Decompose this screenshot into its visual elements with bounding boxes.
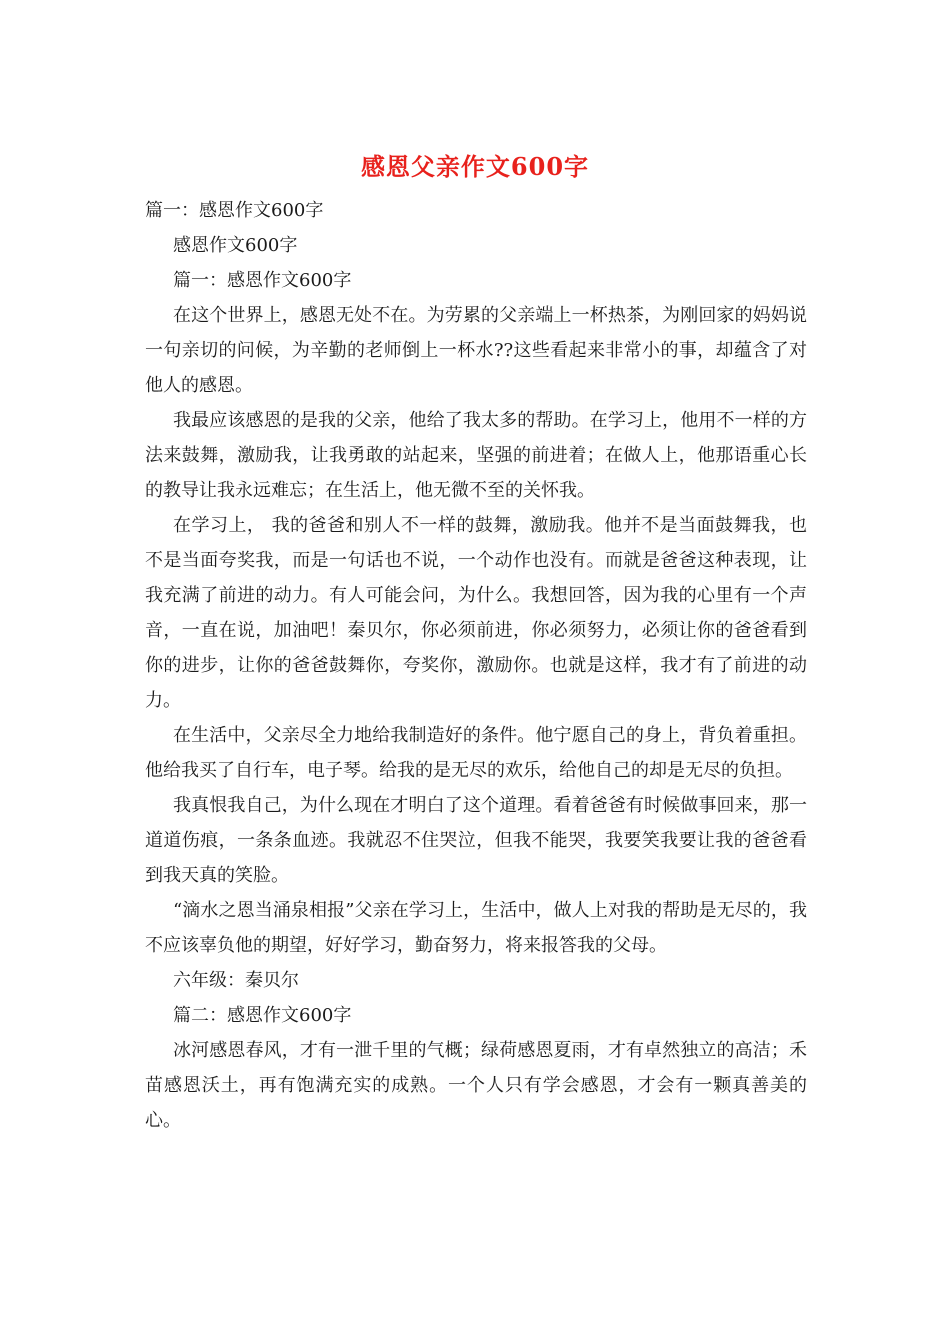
paragraph: 我真恨我自己，为什么现在才明白了这个道理。看着爸爸有时候做事回来，那一道道伤痕，一条条血迹。我就忍不住哭泣，但我不能哭，我要笑我要让我的爸爸看到我天真的笑脸。 — [145, 795, 807, 886]
paragraph: 在学习上， 我的爸爸和别人不一样的鼓舞，激励我。他并不是当面鼓舞我，也不是当面夸奖我，而是一句话也不说，一个动作也没有。而就是爸爸这种表现，让我充满了前进的动力。有人可能会问，为什么。我想回答，因为我的心里有一个声音，一直在说，加油吧！秦贝尔，你必须前进，你必须努力，必须让你的爸爸看到你的进步，让你的爸爸鼓舞你，夸奖你，激励你。也就是这样，我才有了前进的动力。 — [145, 515, 807, 711]
paragraph: 篇一：感恩作文600字 — [145, 200, 324, 221]
paragraph: 篇一：感恩作文600字 — [173, 270, 352, 291]
paragraph: 在生活中，父亲尽全力地给我制造好的条件。他宁愿自己的身上，背负着重担。他给我买了自行车，电子琴。给我的是无尽的欢乐，给他自己的却是无尽的负担。 — [145, 725, 807, 781]
paragraph: 感恩作文600字 — [173, 235, 298, 256]
document-title: 感恩父亲作文600字 — [360, 152, 590, 181]
paragraph: 篇二：感恩作文600字 — [173, 1005, 352, 1026]
paragraph: 冰河感恩春风，才有一泄千里的气概；绿荷感恩夏雨，才有卓然独立的高洁；禾苗感恩沃土，再有饱满充实的成熟。一个人只有学会感恩，才会有一颗真善美的心。 — [145, 1040, 807, 1131]
paragraph: 六年级：秦贝尔 — [173, 970, 299, 991]
document-body — [145, 193, 807, 1138]
paragraph: 在这个世界上，感恩无处不在。为劳累的父亲端上一杯热茶，为刚回家的妈妈说一句亲切的问候，为辛勤的老师倒上一杯水??这些看起来非常小的事，却蕴含了对他人的感恩。 — [145, 305, 807, 396]
paragraph: “滴水之恩当涌泉相报”父亲在学习上，生活中，做人上对我的帮助是无尽的，我不应该辜负他的期望，好好学习，勤奋努力，将来报答我的父母。 — [145, 900, 807, 956]
paragraph: 我最应该感恩的是我的父亲，他给了我太多的帮助。在学习上，他用不一样的方法来鼓舞，激励我，让我勇敢的站起来，坚强的前进着；在做人上，他那语重心长的教导让我永远难忘；在生活上，他无微不至的关怀我。 — [145, 410, 807, 501]
